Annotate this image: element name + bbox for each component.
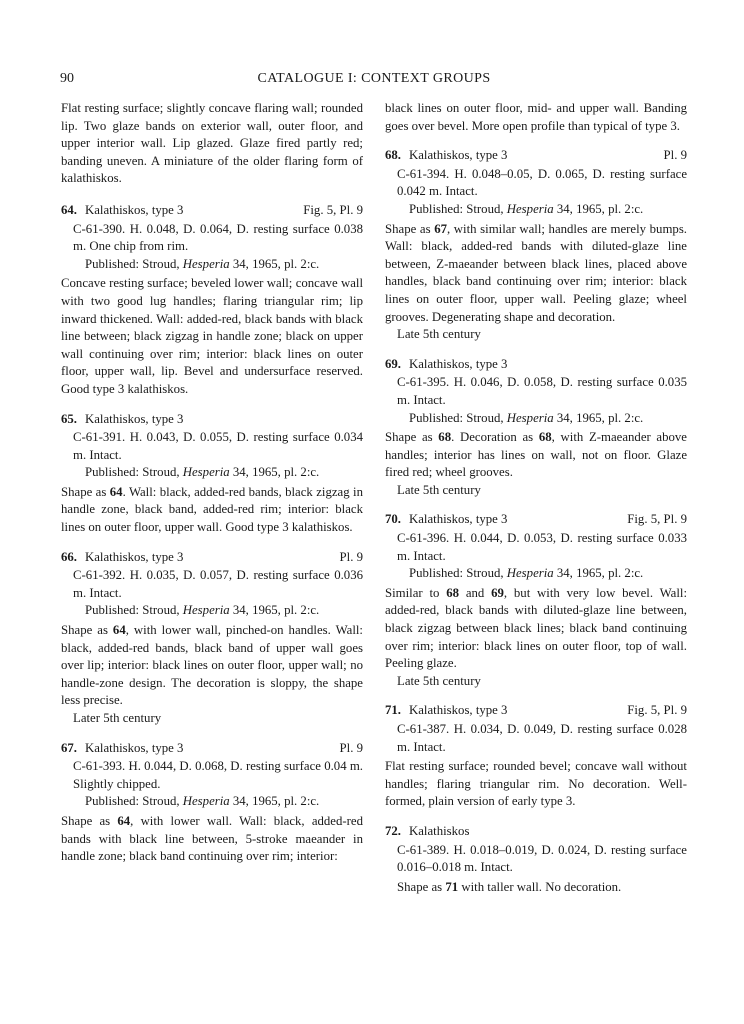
publication-line: Published: Stroud, Hesperia 34, 1965, pl. 2:c.	[85, 465, 320, 480]
publication-line: Published: Stroud, Hesperia 34, 1965, pl. 2:c.	[85, 794, 320, 809]
entry-description: Shape as 67, with similar wall; handles are merely bumps. Wall: black, added-red bands with diluted-glaze line between, Z-maeander between black lines, placed above handles, black band continuing over rim; interior: black lines on outer floor, upper wall. Peeling glaze; wheel grooves. Degenerating shape and decoration.	[385, 221, 687, 324]
figure-reference: Pl. 9	[339, 740, 363, 755]
catalogue-entry-65	[61, 411, 363, 537]
continued-description: Flat resting surface; slightly concave flaring wall; rounded lip. Two glaze bands on exterior wall, outer floor, and upper interior wall. Lip glazed. Glaze fired partly red; banding uneven. A miniature of the older flaring form of kalathiskos.	[61, 101, 363, 186]
entry-name: Kalathiskos, type 3	[85, 549, 184, 564]
entry-heading	[61, 549, 363, 567]
entry-number: 68.	[385, 148, 401, 163]
entry-heading	[61, 202, 363, 220]
entry-number: 71.	[385, 703, 401, 718]
entry-description: Concave resting surface; beveled lower wall; concave wall with two good lug handles; flaring triangular rim; lip inward thickened. Wall: added-red, black bands with black line between; black zigzag in handle zone; black on upper wall continuing over rim; interior: black lines on outer floor, upper wall, lip. Bevel and undersurface reserved. Good type 3 kalathiskos.	[61, 276, 363, 396]
entry-number: 65.	[61, 411, 77, 426]
entry-number: 70.	[385, 512, 401, 527]
publication-line: Published: Stroud, Hesperia 34, 1965, pl. 2:c.	[85, 603, 320, 618]
inventory-dimensions: C-61-393. H. 0.044, D. 0.068, D. resting surface 0.04 m. Slightly chipped.	[73, 759, 363, 791]
figure-reference: Fig. 5, Pl. 9	[303, 202, 363, 217]
entry-date: Later 5th century	[73, 711, 162, 725]
entry-number: 67.	[61, 740, 77, 755]
catalogue-entry-68	[385, 147, 687, 344]
entry-description: Similar to 68 and 69, but with very low bevel. Wall: added-red, black bands with diluted-glaze line between, black zigzag between black lines; black band continuing over rim; interior: black lines on outer floor, top of wall. Peeling glaze.	[385, 585, 687, 671]
entry-name: Kalathiskos, type 3	[409, 703, 508, 718]
inventory-dimensions: C-61-389. H. 0.018–0.019, D. 0.024, D. resting surface 0.016–0.018 m. Intact.	[397, 842, 687, 875]
page-header	[60, 70, 688, 88]
publication-line: Published: Stroud, Hesperia 34, 1965, pl. 2:c.	[85, 256, 320, 271]
inventory-dimensions: C-61-392. H. 0.035, D. 0.057, D. resting surface 0.036 m. Intact.	[73, 568, 363, 600]
entry-description: Shape as 64, with lower wall, pinched-on handles. Wall: black, added-red bands, black band of upper wall goes over lip; interior: black lines on outer floor, upper wall; no handle-zone design. The decoration is sloppy, the shape less precise.	[61, 623, 363, 708]
catalogue-entry-70	[385, 511, 687, 690]
entry-heading	[385, 147, 687, 165]
entry-description: Shape as 64. Wall: black, added-red bands, black zigzag in handle zone, black band, added-red rim; interior: black lines on outer floor, upper wall. Good type 3 kalathiskos.	[61, 484, 363, 535]
entry-description: Shape as 64, with lower wall. Wall: black, added-red bands with black line between, 5-stroke maeander in handle zone; black band continuing over rim; interior:	[61, 813, 363, 864]
catalogue-entry-69	[385, 356, 687, 500]
entry-heading	[385, 356, 687, 374]
catalogue-entry-66	[61, 549, 363, 728]
entry-name: Kalathiskos, type 3	[85, 202, 184, 217]
figure-reference: Pl. 9	[663, 148, 687, 163]
entry-date: Late 5th century	[397, 482, 481, 497]
catalogue-entry-71	[385, 702, 687, 811]
inventory-dimensions: C-61-395. H. 0.046, D. 0.058, D. resting surface 0.035 m. Intact.	[397, 375, 687, 407]
entry-heading	[385, 702, 687, 720]
catalogue-entry-64	[61, 202, 363, 399]
publication-line: Published: Stroud, Hesperia 34, 1965, pl. 2:c.	[409, 201, 644, 216]
entry-heading	[61, 411, 363, 429]
entry-number: 72.	[385, 823, 401, 838]
page-number: 90	[60, 71, 74, 86]
entry-heading	[385, 511, 687, 529]
right-column	[385, 100, 687, 896]
inventory-dimensions: C-61-387. H. 0.034, D. 0.049, D. resting surface 0.028 m. Intact.	[397, 722, 687, 754]
inventory-dimensions: C-61-394. H. 0.048–0.05, D. 0.065, D. resting surface 0.042 m. Intact.	[397, 166, 687, 199]
entry-name: Kalathiskos, type 3	[409, 148, 508, 163]
figure-reference: Fig. 5, Pl. 9	[627, 512, 687, 527]
entry-heading	[385, 823, 687, 841]
entry-name: Kalathiskos, type 3	[409, 356, 508, 371]
entry-name: Kalathiskos, type 3	[409, 512, 508, 527]
catalogue-entry-67	[61, 740, 363, 866]
entry-description: Shape as 68. Decoration as 68, with Z-maeander above handles; interior has lines on wall, not on floor. Glaze fired red; wheel grooves.	[385, 430, 687, 480]
entry-number: 69.	[385, 356, 401, 371]
continued-description: black lines on outer floor, mid- and upper wall. Banding goes over bevel. More open profile than typical of type 3.	[385, 101, 687, 133]
figure-reference: Pl. 9	[339, 549, 363, 564]
running-title: CATALOGUE I: CONTEXT GROUPS	[257, 71, 491, 86]
catalogue-entry-72	[385, 823, 687, 896]
entry-heading	[61, 740, 363, 758]
publication-line: Published: Stroud, Hesperia 34, 1965, pl. 2:c.	[409, 410, 644, 425]
left-column	[61, 100, 363, 866]
inventory-dimensions: C-61-390. H. 0.048, D. 0.064, D. resting surface 0.038 m. One chip from rim.	[73, 221, 363, 254]
entry-date: Late 5th century	[397, 327, 481, 342]
publication-line: Published: Stroud, Hesperia 34, 1965, pl. 2:c.	[409, 566, 644, 581]
inventory-dimensions: C-61-396. H. 0.044, D. 0.053, D. resting surface 0.033 m. Intact.	[397, 531, 687, 563]
inventory-dimensions: C-61-391. H. 0.043, D. 0.055, D. resting surface 0.034 m. Intact.	[73, 430, 363, 462]
entry-number: 64.	[61, 202, 77, 217]
entry-description: Shape as 71 with taller wall. No decoration.	[397, 879, 622, 894]
entry-name: Kalathiskos, type 3	[85, 411, 184, 426]
entry-date: Late 5th century	[397, 673, 481, 688]
entry-number: 66.	[61, 549, 77, 564]
entry-name: Kalathiskos	[409, 823, 470, 838]
entry-description: Flat resting surface; rounded bevel; concave wall without handles; flaring triangular rim. No decoration. Well-formed, plain version of early type 3.	[385, 759, 687, 809]
figure-reference: Fig. 5, Pl. 9	[627, 703, 687, 718]
entry-name: Kalathiskos, type 3	[85, 740, 184, 755]
